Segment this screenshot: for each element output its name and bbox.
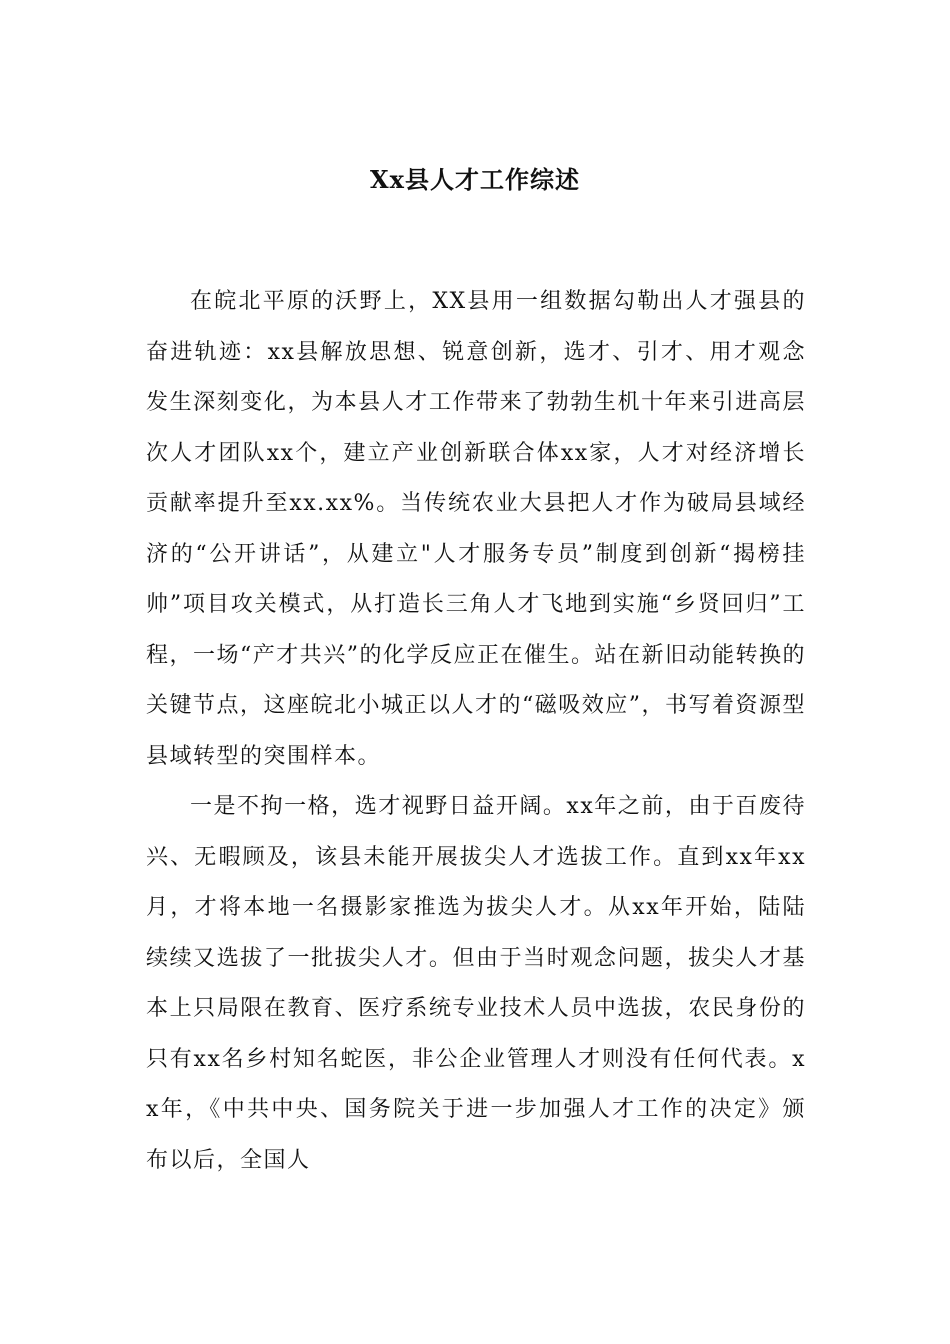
document-title: Xx县人才工作综述 (370, 165, 580, 194)
paragraph-intro: 在皖北平原的沃野上，XX县用一组数据勾勒出人才强县的奋进轨迹：xx县解放思想、锐意创新，选才、引才、用才观念发生深刻变化，为本县人才工作带来了勃勃生机十年来引进高层次人才团队xx个，建立产业创新联合体xx家，人才对经济增长贡献率提升至xx.xx%。当传统农业大县把人才作为破局县域经济的“公开讲话”，从建立"人才服务专员”制度到创新“揭榜挂帅”项目攻关模式，从打造长三角人才飞地到实施“乡贤回归”工程，一场“产才共兴”的化学反应正在催生。站在新旧动能转换的关键节点，这座皖北小城正以人才的“磁吸效应”，书写着资源型县域转型的突围样本。 (146, 289, 806, 769)
paragraph-talent-selection: 一是不拘一格，选才视野日益开阔。xx年之前，由于百废待兴、无暇顾及，该县未能开展拔尖人才选拔工作。直到xx年xx月，才将本地一名摄影家推选为拔尖人才。从xx年开始，陆陆续续又选拔了一批拔尖人才。但由于当时观念问题，拔尖人才基本上只局限在教育、医疗系统专业技术人员中选拔，农民身份的只有xx名乡村知名蛇医，非公企业管理人才则没有任何代表。xx年，《中共中央、国务院关于进一步加强人才工作的决定》颁布以后，全国人 (146, 794, 806, 1173)
document-body (146, 277, 806, 1186)
